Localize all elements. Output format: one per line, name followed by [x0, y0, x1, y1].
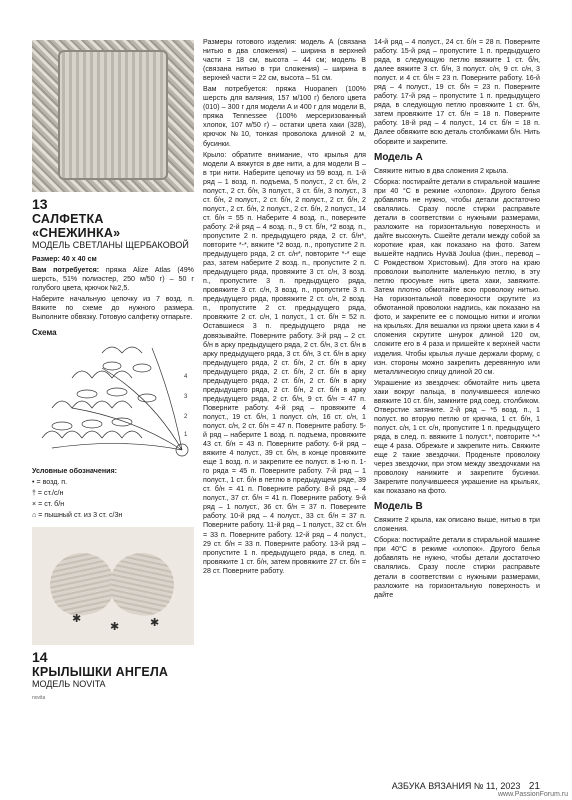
right-wing-image: [104, 547, 179, 621]
model-b-intro: Свяжите 2 крыла, как описано выше, нитью в три сложения.: [374, 516, 540, 534]
pattern-title-14: КРЫЛЫШКИ АНГЕЛА: [32, 665, 169, 680]
scheme-diagram: [32, 338, 194, 458]
section-model-a: Модель А: [374, 151, 423, 163]
pattern-model-14: МОДЕЛЬ NOVITA: [32, 679, 106, 690]
legend-item: • = возд. п.: [32, 478, 68, 487]
right-column: [374, 38, 540, 602]
model-b-assembly: Сборка: постирайте детали в стиральной машине при 40°С в режиме «хлопок». Другого белья добавлять не нужно, чтобы детали достаточно свалялись. Сразу после стирки расправьте детали в соответствии с нужными размерами, разложите на горизонтальную поверхность и дайте: [374, 536, 540, 599]
napkin-photo: [32, 40, 194, 192]
instructions-text: Наберите начальную цепочку из 7 возд. п. Вяжите по схеме до нужного размера. Выполните обвязку. Готовую салфетку отпарьте.: [32, 295, 194, 322]
scheme-label: Схема: [32, 328, 57, 338]
materials-text: Вам потребуется: пряжа Alize Atlas (49% шерсть, 51% полиэстер, 250 м/50 г) – 50 г голубого цвета, крючок №2,5.: [32, 266, 194, 293]
crochet-cushion-image: [58, 50, 168, 180]
left-column: [32, 0, 194, 703]
star-icon: ✱: [110, 621, 120, 634]
magazine-name: АЗБУКА ВЯЗАНИЯ № 11, 2023: [391, 781, 521, 791]
crochet-scheme: [32, 328, 194, 460]
svg-text:2: 2: [184, 414, 188, 421]
pattern-model-13: МОДЕЛЬ СВЕТЛАНЫ ЩЕРБАКОВОЙ: [32, 240, 189, 250]
size-text: Размер: 40 x 40 см: [32, 255, 97, 263]
star-icon: ✱: [72, 613, 82, 626]
angel-wings-photo: [32, 527, 194, 645]
page-number: 21: [528, 781, 540, 792]
rows-continued: 14-й ряд – 4 полуст., 24 ст. б/н = 28 п. Поверните работу. 15-й ряд – пропустите 1 п. предыдущего ряда, в следующую петлю ввяжите 1 ст. б/н, далее вяжите 3 ст. б/н, 3 полуст. с/н, 9 ст. с/н, 3 полуст. и 4 ст. б/н = 23 п. Поверните работу. 16-й ряд – 4 полуст., 19 ст. б/н = 23 п. Поверните работу. 17-й ряд – пропустите 1 п. предыдущего ряда, в следующую петлю провяжите 1 ст. б/н, затем провяжите 17 ст. б/н = 18 п. Поверните работу. 18-й ряд – 4 полуст., 14 ст. б/н = 18 п. Далее обвяжите всю деталь столбиками б/н. Нить оборвите и закрепите.: [374, 38, 540, 146]
legend-item: ⌂ = пышный ст. из 3 ст. с/3н: [32, 511, 123, 520]
star-icon: ✱: [150, 617, 160, 630]
legend-item: × = ст. б/н: [32, 500, 65, 509]
model-a-assembly: Сборка: постирайте детали в стиральной машине при 40 °С в режиме «хлопок». Другого белья добавлять не нужно, чтобы детали достаточно свалялись. Сразу после стирки расправьте детали в соответствии с нужными размерами, разложите на горизонтальную поверхность и дайте высохнуть. Сшейте детали между собой за короткие края, как показано на фото. Затем вышейте надпись Hyvää Joulua (фин., перевод – С Рождеством Христовым). Для этого на краю проволоки выполните маленькую петлю, в эту петлю просуньте нить цвета хаки, завяжите. Затем плотно обмотайте всю проволоку нитью. На горизонтальной поверхности скрутите из обмотанной проволоки надпись, как показано на фото, и закрепите ее с помощью нитки и иголки на крыльях. Для вешалки из пряжи цвета хаки в 4 сложения скрутите шнурок длиной 120 см, сложите его в 4 раза и пришейте к верхней части изделия. Чтобы крылья лучше держали форму, с изн. стороны можно закрепить деревянную или металлическую спицу длиной 20 см.: [374, 177, 540, 376]
svg-text:3: 3: [184, 394, 188, 401]
wing-instructions: Крыло: обратите внимание, что крылья для модели А вяжутся в две нити, а для модели В – в три нити. Наберите цепочку из 59 возд. п. 1-й ряд – 1 возд. п. подъема, 5 полуст., 2 ст. б/н, 2 полуст., 2 ст. б/н, 3 полуст., 3 ст. б/н, 3 полуст., 3 ст. б/н, 2 полуст., 2 ст. б/н, 2 полуст., 2 ст. б/н, 2 полуст., 2 ст. б/н, 2 полуст., 2 ст. б/н, 2 полуст., 14 ст. б/н = 55 п. Наберите 4 возд. п., поверните работу. 2-й ряд – 4 возд. п., 9 ст. б/н, *2 возд. п., пропустите 2 п. предыдущего ряда, 2 ст. б/н*, повторите *-*, вяжите *2 возд. п., пропустите 2 п. предыдущего ряда, 2 ст. с/н*, повторите *-* еще раз, затем наберите 2 возд. п., пропустите 2 п. предыдущего ряда, провяжите 3 ст. с/н, 3 возд. п., пропустите 3 п. предыдущего ряда, провяжите 3 ст. с/н, 3 возд. п., пропустите 3 п. предыдущего ряда, провяжите 2 ст. с/н, 2 возд. п., пропустите 2 ст. предыдущего ряда, провяжите 2 ст. с/н, 1 полуст., 1 ст. б/н = 52 п. Оставшиеся 3 п. предыдущего ряда не довязывайте. Поверните работу. 3-й ряд – 2 ст. б/н в арку предыдущего ряда, 2 ст. б/н, 3 ст. б/н в арку предыдущего ряда, 3 ст. б/н, 3 ст. б/н в арку предыдущего ряда, 2 ст. б/н, 2 ст. б/н в арку предыдущего ряда, 2 ст. б/н, 2 ст. б/н в арку предыдущего ряда, 2 ст. б/н, 2 ст. б/н в арку предыдущего ряда, 2 ст. б/н, 2 ст. б/н в арку предыдущего ряда, 2 ст. б/н, 9 ст. б/н = 47 п. Поверните работу. 4-й ряд – провяжите 4 полуст., 19 ст. б/н, 1 полуст. с/н, 16 ст. с/н, 1 полуст. с/н, 2 ст. б/н = 47 п. Поверните работу. 5-й ряд – наберите 1 возд. п. подъема, провяжите 43 ст. б/н = 43 п. Поверните работу. 6-й ряд – вяжите 4 полуст., 39 ст. б/н, в конце провяжите еще 1 возд. п. и закрепите ее полуст. в 1-ю п. 1-го ряда = 45 п. Поверните работу. 7-й ряд – 1 полуст., 1 ст. б/н в петлю в предыдущем ряде, 39 ст. б/н = 41 п. Поверните работу. 8-й ряд – 4 полуст., 37 ст. б/н = 41 п. Поверните работу. 9-й ряд – 1 полуст., 36 ст. б/н = 37 п. Поверните работу. 10-й ряд – 4 полуст., 33 ст. б/н = 37 п. Поверните работу. 11-й ряд – 1 полуст., 32 ст. б/н = 33 п. Поверните работу. 12-й ряд – 4 полуст., 29 ст. б/н = 33 п. Поверните работу. 13-й ряд – пропустите 1 п. предыдущего ряда, в след. п. провяжите 1 ст. б/н, затем провяжите 27 ст. б/н = 28 ст. Поверните работу.: [203, 150, 366, 575]
stars-decoration: Украшение из звездочек: обмотайте нить цвета хаки вокруг пальца, в получившееся колечко ввяжите 10 ст. б/н, замкните ряд соед. столбиком. Отверстие затяните. 2-й ряд – *5 возд. п., 1 полуст. во вторую петлю от крючка, 1 ст. б/н, 1 полуст. с/н, 1 ст. с/н, пропустите 1 п. предыдущего ряда, в след. п. ввяжите 1 полуст.*, повторите *-* еще 4 раза. Обрежьте и закрепите нить. Свяжите еще 2 такие звездочки. Проденьте проволоку через звездочки, при этом между звездочками на проволоку нанижите и закрепите бусинки. Закрепите получившееся украшение на крыльях, как показано на фото.: [374, 378, 540, 496]
middle-column: [203, 38, 366, 578]
svg-text:4: 4: [184, 374, 188, 381]
legend-title: Условные обозначения:: [32, 467, 118, 476]
section-model-b: Модель В: [374, 501, 423, 513]
legend-item: † = ст./с/н: [32, 489, 64, 498]
pattern-number-13: 13: [32, 196, 48, 212]
pattern-title-13: САЛФЕТКА «СНЕЖИНКА»: [32, 212, 121, 240]
photo-credit: novita: [32, 695, 46, 702]
svg-text:1: 1: [184, 432, 188, 439]
pattern-number-14: 14: [32, 649, 48, 666]
watermark: www.PassionForum.ru: [497, 791, 568, 798]
dimensions-text: Размеры готового изделия: модель А (связана нитью в два сложения) – ширина в верхней части = 18 см, высота – 44 см; модель В (связана нитью в три сложения) – ширина в верхней части = 22 см, высота – 51 см.: [203, 38, 366, 83]
materials-text: Вам потребуется: пряжа Huopanen (100% шерсть для валяния, 157 м/100 г) белого цвета (010) – 300 г для модели А и 400 г для модели В, пряжа Tennessee (100% мерсеризованный хлопок, 107 м/50 г) – остатки цвета хаки (328), крючок №10, тонкая проволока длиной 2 м, бусинки.: [203, 85, 366, 148]
legend: [32, 466, 194, 521]
model-a-intro: Свяжите нитью в два сложения 2 крыла.: [374, 166, 509, 175]
